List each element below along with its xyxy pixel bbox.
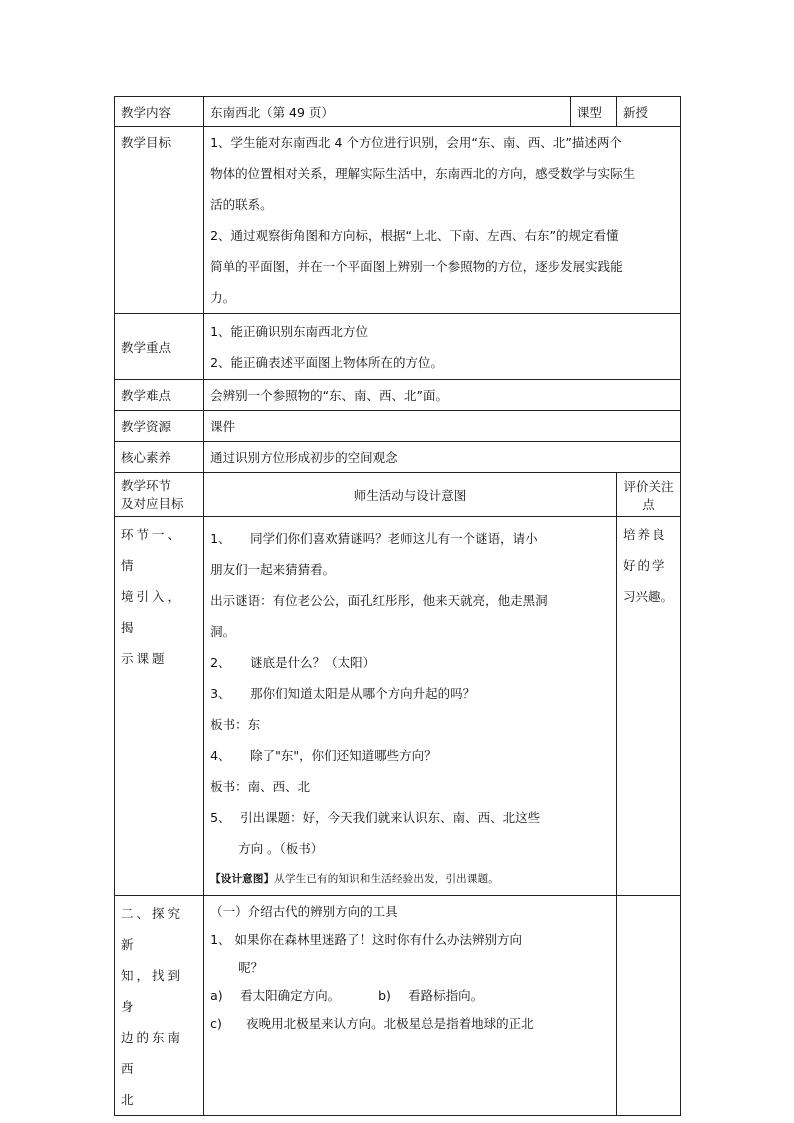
activity-line: 洞。: [210, 624, 236, 639]
stage-line: 示课题: [121, 651, 168, 666]
section1-stage: [115, 517, 204, 896]
section2-stage: [115, 896, 204, 1116]
content-label: 教学内容: [115, 97, 204, 127]
header-row: [115, 97, 681, 127]
key-points-row: [115, 314, 681, 380]
activity-line: 板书：南、西、北: [210, 779, 311, 794]
literacy-value: 通过识别方位形成初步的空间观念: [204, 442, 681, 473]
activity-line: 出示谜语：有位老公公，面孔红彤彤，他来天就亮，他走黑洞: [210, 593, 548, 608]
activity-options: a) 看太阳确定方向。 b) 看路标指向。: [210, 988, 484, 1003]
resources-value: 课件: [204, 411, 681, 442]
goals-line: 物体的位置相对关系，理解实际生活中，东南西北的方向，感受数学与实际生: [210, 166, 636, 181]
difficulty-label: 教学难点: [115, 380, 204, 411]
activity-line: c) 夜晚用北极星来认方向。北极星总是指着地球的正北: [210, 1016, 534, 1031]
evaluation-line: 习兴趣。: [623, 589, 674, 604]
stage-line: 边的东南西: [121, 1030, 184, 1076]
section1-activity: [204, 517, 617, 896]
resources-row: [115, 411, 681, 442]
activity-column-header: 师生活动与设计意图: [204, 473, 617, 517]
stage-line: 环节一、情: [121, 527, 184, 573]
key-point-line: 1、能正确识别东南西北方位: [210, 323, 369, 339]
activity-item: 3、 那你们知道太阳是从哪个方向升起的吗？: [210, 686, 476, 701]
activity-item: 2、 谜底是什么？（太阳）: [210, 655, 376, 670]
activity-line: 呢？: [238, 960, 264, 975]
activity-line: 朋友们一起来猜猜看。: [210, 562, 336, 577]
difficulty-value: 会辨别一个参照物的“东、南、西、北”面。: [204, 380, 681, 411]
goals-line: 简单的平面图，并在一个平面图上辨别一个参照物的方位，逐步发展实践能: [210, 259, 623, 274]
stage-column-header: [115, 473, 204, 517]
activity-item: 1、 同学们你们喜欢猜谜吗？老师这儿有一个谜语，请小: [210, 531, 538, 546]
difficulty-row: [115, 380, 681, 411]
stage-header-line: 教学环节: [121, 477, 172, 493]
stage-header-line: 及对应目标: [121, 495, 184, 511]
section2-row: [115, 896, 681, 1116]
column-header-row: [115, 473, 681, 517]
type-label: 课型: [570, 97, 616, 127]
literacy-row: [115, 442, 681, 473]
section1-evaluation: [617, 517, 681, 896]
activity-item: 4、 除了"东"，你们还知道哪些方向？: [210, 748, 437, 763]
goals-line: 力。: [210, 290, 236, 305]
section2-activity: [204, 896, 617, 1116]
goals-line: 1、学生能对东南西北 4 个方位进行识别，会用“东、南、西、北”描述两个: [210, 135, 622, 150]
evaluation-line: 培养良好的学: [623, 527, 667, 573]
literacy-label: 核心素养: [115, 442, 204, 473]
type-value: 新授: [617, 97, 681, 127]
stage-line: 北: [121, 1092, 134, 1107]
goals-line: 活的联系。: [210, 197, 273, 212]
activity-line: 1、 如果你在森林里迷路了！这时你有什么办法辨别方向: [210, 932, 523, 947]
stage-line: 二、探究新: [121, 906, 184, 952]
design-intent-note: 【设计意图】从学生已有的知识和生活经验出发，引出课题。: [210, 873, 499, 885]
section1-row: [115, 517, 681, 896]
key-points-label: 教学重点: [115, 314, 204, 380]
section2-subtitle: （一）介绍古代的辨别方向的工具: [210, 904, 398, 919]
activity-line: 方向 。（板书）: [238, 841, 324, 856]
goals-content: [204, 127, 681, 314]
activity-line: 板书：东: [210, 717, 261, 732]
goals-label: 教学目标: [115, 127, 204, 314]
key-point-line: 2、能正确表述平面图上物体所在的方位。: [210, 354, 444, 370]
resources-label: 教学资源: [115, 411, 204, 442]
goals-line: 2、通过观察街角图和方向标，根据“上北、下南、左西、右东”的规定看懂: [210, 228, 619, 243]
stage-line: 知，找到身: [121, 968, 184, 1014]
goals-row: [115, 127, 681, 314]
content-value: 东南西北（第 49 页）: [204, 97, 571, 127]
stage-line: 境引入，揭: [121, 589, 184, 635]
evaluation-column-header: 评价关注点: [617, 473, 681, 517]
activity-item: 5、 引出课题：好，今天我们就来认识东、南、西、北这些: [210, 810, 541, 825]
lesson-plan-table: [114, 96, 681, 1116]
section2-evaluation: [617, 896, 681, 1116]
key-points-content: [204, 314, 681, 380]
